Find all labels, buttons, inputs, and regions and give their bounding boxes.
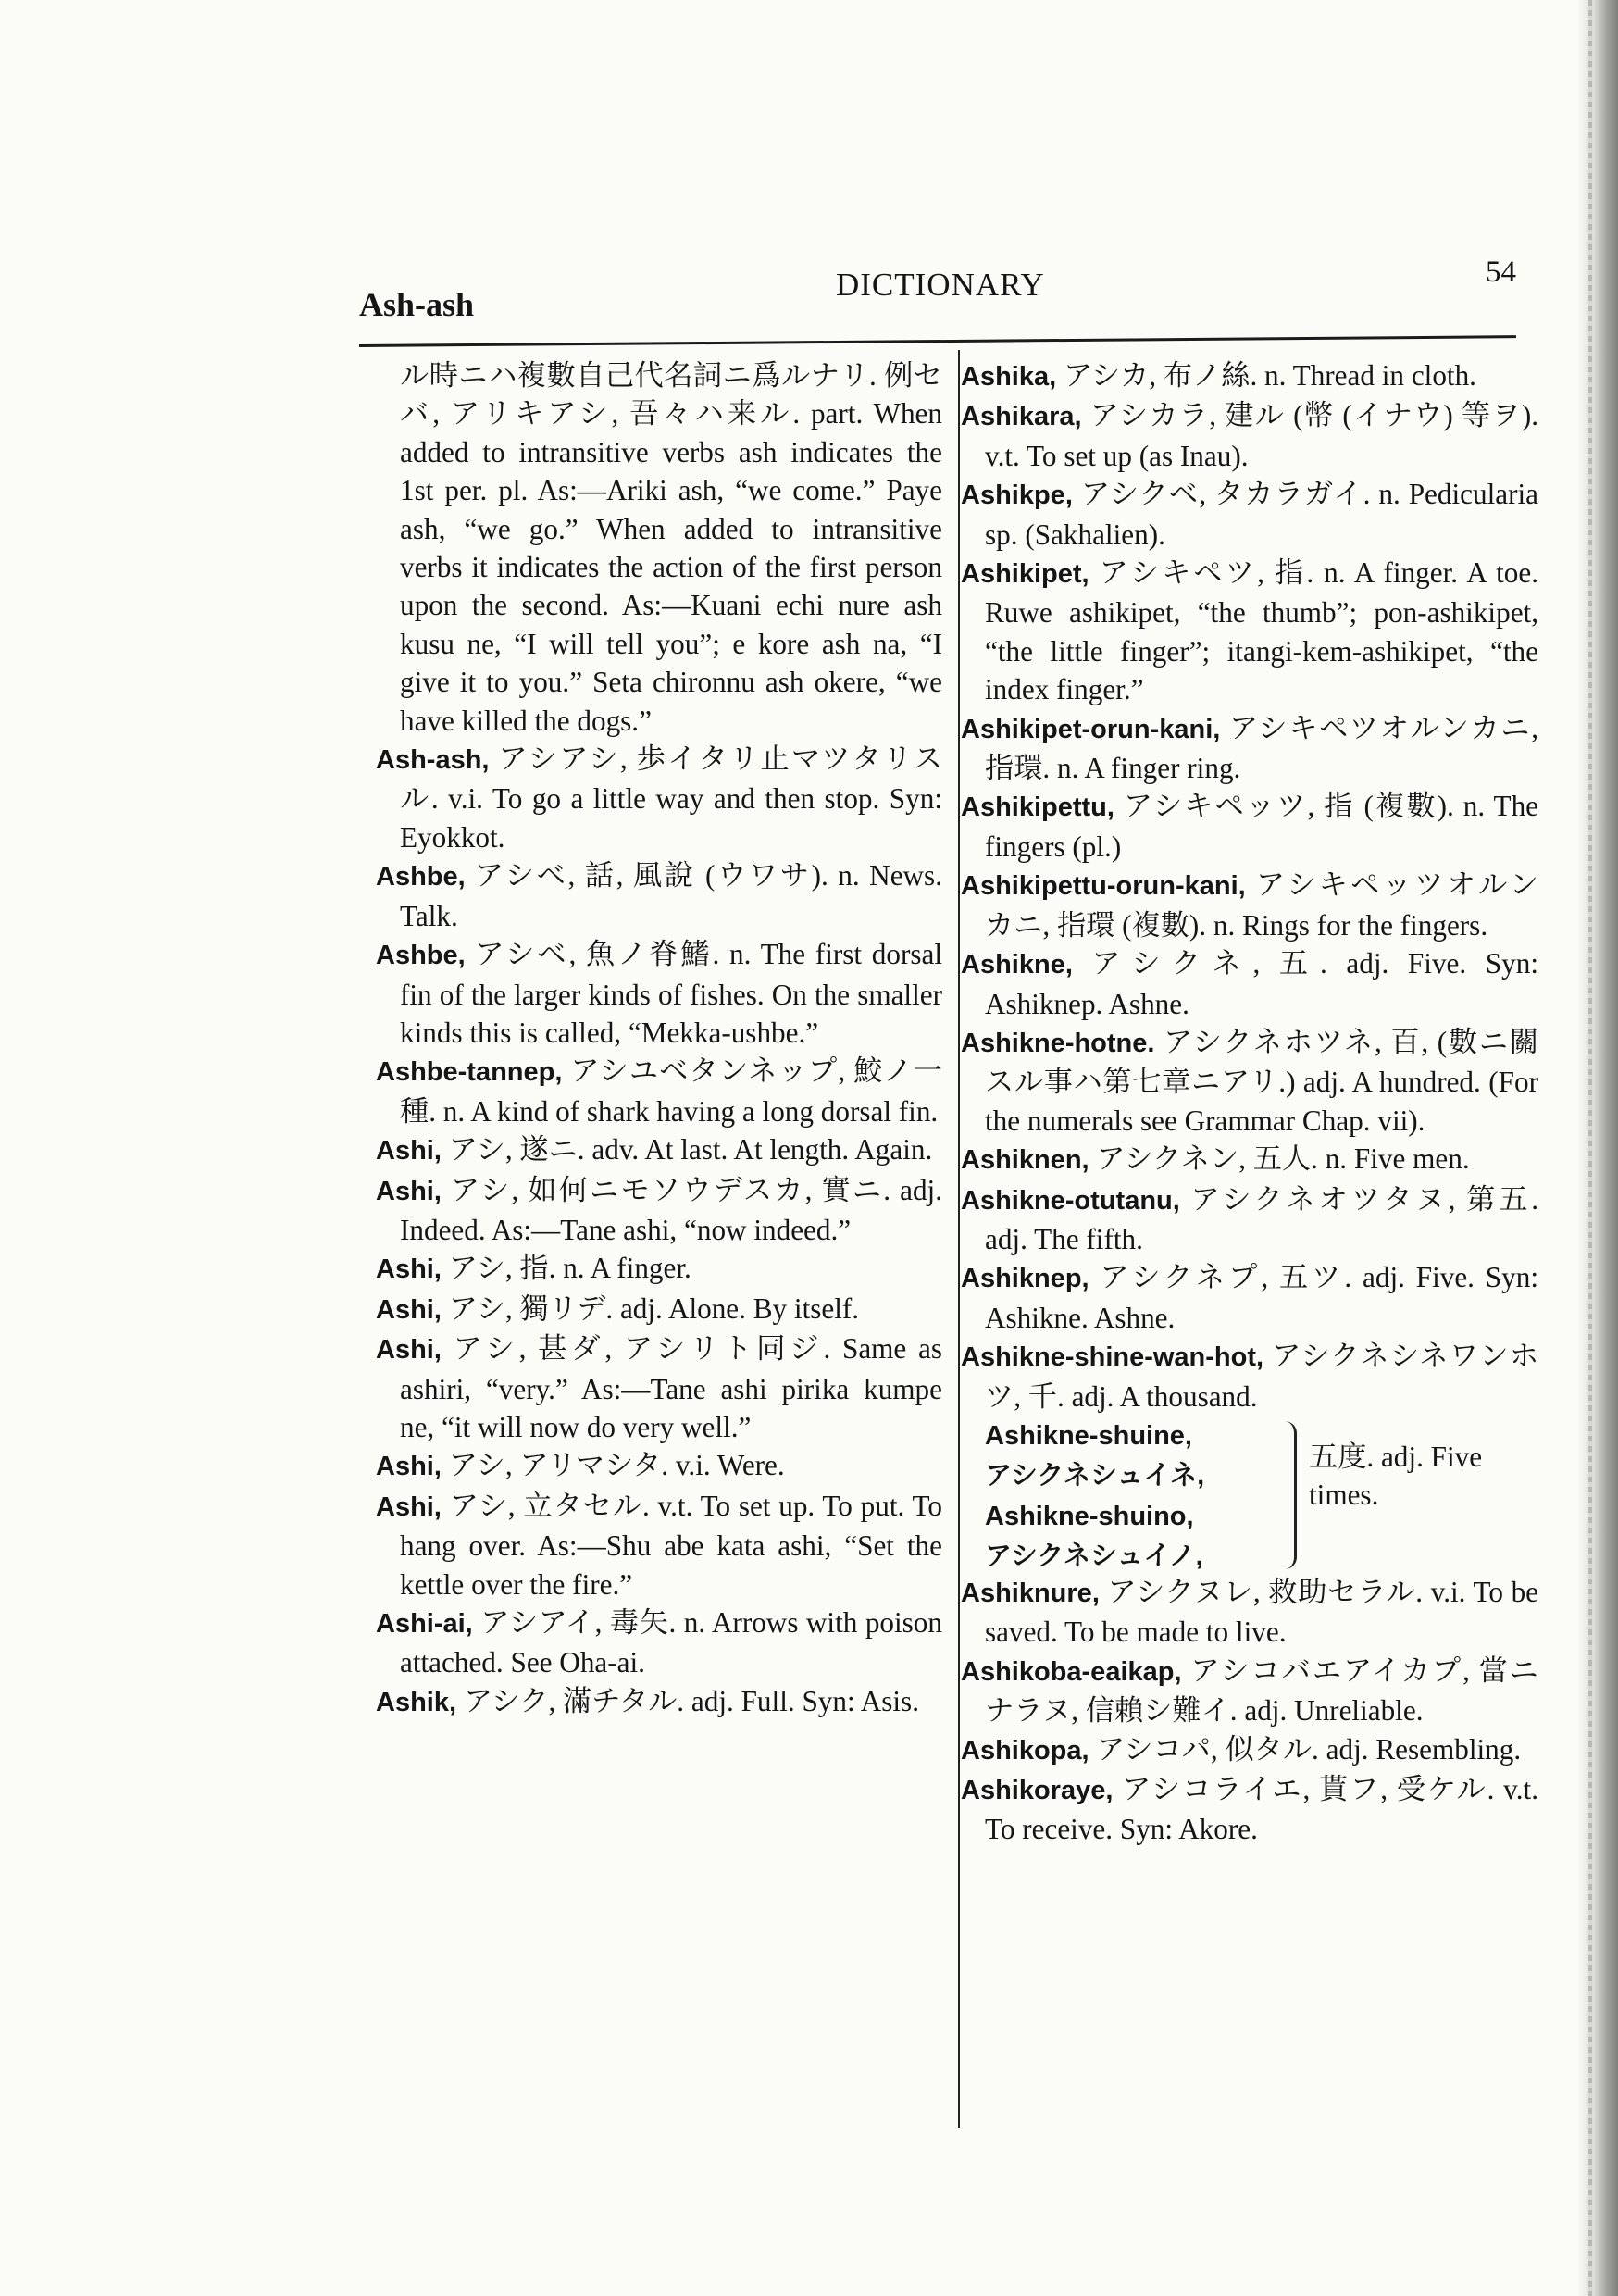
page-number: 54: [1486, 256, 1516, 289]
entry-definition: アシカ, 布ノ絲. n. Thread in cloth.: [1063, 359, 1476, 392]
headword: Ashi,: [376, 1294, 442, 1325]
dictionary-entry: [961, 1023, 1538, 1140]
dictionary-entry: [376, 1130, 942, 1170]
dictionary-entry: [376, 1171, 942, 1250]
headword: Ashi,: [376, 1491, 442, 1522]
headword: Ashi,: [376, 1452, 442, 1482]
headword: Ashbe,: [376, 941, 466, 971]
dictionary-entry: [376, 1682, 942, 1722]
headword: Ashi-ai,: [376, 1609, 473, 1639]
headword: Ashikara,: [961, 402, 1082, 432]
dictionary-entry: [961, 1140, 1538, 1179]
dictionary-entry: [376, 1603, 942, 1682]
entry-definition: アシクネ, 五. adj. Five. Syn: Ashiknep. Ashne.: [985, 947, 1539, 1020]
headword: Ashbe-tannep,: [376, 1057, 563, 1088]
dictionary-entry: [961, 1770, 1538, 1849]
headword: Ashiknen,: [961, 1145, 1089, 1176]
dictionary-entry: [376, 1249, 942, 1289]
headword: Ashikoba-eaikap,: [961, 1656, 1182, 1687]
scan-page-edge: [1577, 0, 1618, 2296]
dictionary-entry: [961, 1573, 1538, 1652]
dictionary-entry: [376, 1052, 942, 1130]
entry-definition: アシクベ, タカラガイ. n. Pedicularia sp. (Sakhalien).: [985, 478, 1538, 551]
left-column: [376, 356, 942, 1722]
entry-continuation: [376, 356, 942, 740]
running-head-title: DICTIONARY: [836, 267, 1045, 303]
headword: Ashika,: [961, 362, 1057, 392]
entry-definition: アシクネホツネ, 百, (數ニ關スル事ハ第七章ニアリ.) adj. A hundred. (For the numerals see Grammar Chap. vii).: [985, 1025, 1539, 1137]
headword: Ashiknure,: [961, 1578, 1100, 1608]
headword: Ashi,: [376, 1335, 442, 1366]
entry-definition: アシクヌレ, 救助セラル. v.i. To be saved. To be made to live.: [985, 1575, 1538, 1649]
dictionary-entry: [376, 935, 942, 1052]
headword: Ashikne-shuino,: [985, 1501, 1194, 1531]
dictionary-entry: [376, 1329, 942, 1446]
entry-definition: アシ, 立タセル. v.t. To set up. To put. To hang over. As:—Shu abe kata ashi, “Set the kettle over the fire.”: [400, 1489, 942, 1601]
headword: アシクネシュイネ,: [985, 1461, 1205, 1491]
entry-definition: アシクネシネワンホツ, 千. adj. A thousand.: [985, 1340, 1539, 1413]
entry-group-line: [985, 1536, 1287, 1576]
entry-definition: アシアイ, 毒矢. n. Arrows with poison attached. See Oha-ai.: [400, 1606, 942, 1679]
entry-definition: アシクネプ, 五ツ. adj. Five. Syn: Ashikne. Ashne.: [985, 1261, 1538, 1334]
entry-definition: アシ, 甚ダ, アシリト同ジ. Same as ashiri, “very.” As:—Tane ashi pirika kumpe ne, “it will now do very well.”: [400, 1332, 942, 1443]
entry-group-headwords: [985, 1416, 1287, 1577]
dictionary-entry: [961, 709, 1538, 788]
entry-definition: アシベ, 話, 風說 (ウワサ). n. News. Talk.: [400, 859, 942, 932]
dictionary-entry: [376, 1290, 942, 1329]
dictionary-entry: [961, 554, 1538, 709]
entry-definition: アシ, 指. n. A finger.: [448, 1252, 691, 1285]
headword: Ashikipettu-orun-kani,: [961, 871, 1246, 902]
entry-definition: アシキペツ, 指. n. A finger. A toe. Ruwe ashikipet, “the thumb”; pon-ashikipet, “the little finger”; itangi-kem-ashikipet, “the index finger.”: [985, 556, 1538, 706]
headword: Ashikne-shine-wan-hot,: [961, 1342, 1264, 1373]
dictionary-entry: [961, 1258, 1538, 1337]
headword: Ashikopa,: [961, 1735, 1089, 1766]
headword: Ash-ash,: [376, 745, 490, 776]
entry-definition: アシクネオツタヌ, 第五. adj. The fifth.: [985, 1182, 1538, 1255]
dictionary-entry: [961, 787, 1538, 866]
entry-group-line: [985, 1455, 1287, 1495]
entry-definition: ル時ニハ複數自己代名詞ニ爲ルナリ. 例セバ, アリキアシ, 吾々ハ来ル. part. When added to intransitive verbs ash indicates the 1st per. pl. As:—Ariki ash, “we come.” Paye ash, “we go.” When added to intransitive verbs it indicates the action of the first person upon the second. As:—Kuani echi nure ash kusu ne, “I will tell you”; e kore ash na, “I give it to you.” Seta chironnu ash okere, “we have killed the dogs.”: [400, 359, 942, 737]
headword: Ashbe,: [376, 862, 466, 892]
headword: Ashi,: [376, 1254, 442, 1285]
headword: Ashik,: [376, 1687, 457, 1717]
headword: Ashikipet-orun-kani,: [961, 714, 1221, 744]
headword: Ashikpe,: [961, 480, 1073, 511]
entry-group: [961, 1416, 1538, 1573]
headword: Ashikne-hotne.: [961, 1028, 1155, 1058]
entry-definition: アシク, 滿チタル. adj. Full. Syn: Asis.: [463, 1684, 919, 1717]
entry-definition: アシ, 如何ニモソウデスカ, 實ニ. adj. Indeed. As:—Tane ashi, “now indeed.”: [400, 1173, 942, 1246]
headword: アシクネシュイノ,: [985, 1541, 1203, 1572]
entry-definition: アシキペツオルンカニ, 指環. n. A finger ring.: [985, 711, 1538, 785]
scan-page-edge-texture: [1588, 0, 1592, 2296]
headword: Ashikne-shuine,: [985, 1420, 1192, 1451]
entry-definition: アシコパ, 似タル. adj. Resembling.: [1096, 1732, 1522, 1766]
headword: Ashiknep,: [961, 1264, 1089, 1294]
dictionary-entry: [961, 475, 1538, 554]
headword: Ashi,: [376, 1136, 442, 1167]
dictionary-entry: [961, 396, 1538, 475]
dictionary-entry: [961, 866, 1538, 944]
dictionary-entry: [961, 944, 1538, 1023]
entry-definition: アシアシ, 歩イタリ止マツタリスル. v.i. To go a little way and then stop. Syn: Eyokkot.: [400, 742, 943, 854]
entry-definition: アシクネン, 五人. n. Five men.: [1096, 1142, 1470, 1176]
dictionary-entry: [961, 1730, 1538, 1770]
dictionary-entry: [376, 1446, 942, 1486]
entry-definition: 五度. adj. Five times.: [1309, 1440, 1483, 1512]
headword: Ashikipettu,: [961, 792, 1114, 823]
entry-definition: アシキペッツオルンカニ, 指環 (複數). n. Rings for the fingers.: [985, 868, 1538, 942]
entry-definition: アシ, アリマシタ. v.i. Were.: [448, 1449, 785, 1482]
dictionary-entry: [376, 740, 942, 856]
dictionary-entry: [376, 1487, 942, 1603]
headword: Ashikipet,: [961, 559, 1089, 590]
running-head-left: Ash-ash: [359, 286, 475, 323]
headword: Ashikne-otutanu,: [961, 1185, 1180, 1216]
headword: Ashikne,: [961, 950, 1073, 980]
entry-definition: アシ, 獨リデ. adj. Alone. By itself.: [448, 1292, 860, 1325]
entry-definition: アシ, 遂ニ. adv. At last. At length. Again.: [448, 1133, 933, 1167]
entry-group-line: [985, 1416, 1287, 1455]
dictionary-entry: [961, 1180, 1538, 1259]
entry-definition: アシベ, 魚ノ脊鰭. n. The first dorsal fin of the larger kinds of fishes. On the smaller kinds this is called, “Mekka-ushbe.”: [400, 938, 942, 1049]
column-divider: [958, 350, 960, 2128]
entry-definition: アシコライエ, 貰フ, 受ケル. v.t. To receive. Syn: Akore.: [985, 1773, 1539, 1846]
headword: Ashikoraye,: [961, 1776, 1114, 1805]
entry-definition: アシキペッツ, 指 (複數). n. The fingers (pl.): [985, 790, 1539, 863]
dictionary-entry: [961, 1337, 1538, 1416]
dictionary-entry: [961, 356, 1538, 396]
entry-definition: アシユベタンネップ, 鮫ノ一種. n. A kind of shark having a long dorsal fin.: [400, 1054, 942, 1128]
group-brace: [1285, 1421, 1297, 1569]
entry-definition: アシコバエアイカプ, 當ニナラヌ, 信賴シ難イ. adj. Unreliable.: [985, 1653, 1538, 1728]
headword: Ashi,: [376, 1176, 442, 1206]
entry-group-line: [985, 1496, 1287, 1536]
dictionary-entry: [376, 856, 942, 935]
right-column: [961, 356, 1538, 1849]
entry-definition: アシカラ, 建ル (幣 (イナウ) 等ヲ). v.t. To set up (as Inau).: [985, 399, 1539, 472]
dictionary-entry: [961, 1652, 1538, 1730]
